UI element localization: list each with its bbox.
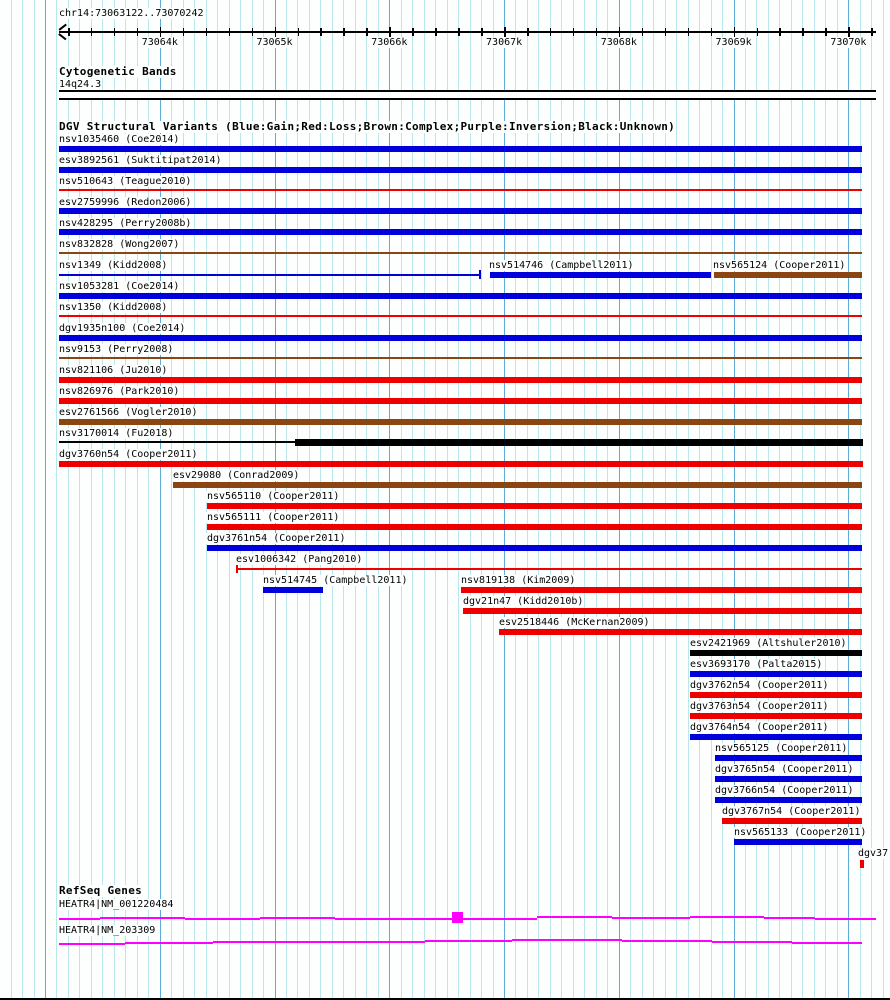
gene-line-segment[interactable] [537, 916, 612, 918]
ruler-coordinate-label: 73066k [371, 37, 408, 48]
ruler-minor-tick [320, 28, 322, 36]
variant-bar-gain[interactable] [59, 167, 862, 173]
variant-bar-loss[interactable] [722, 818, 862, 824]
ruler-minor-tick [366, 28, 368, 36]
variant-label[interactable]: nsv821106 (Ju2010) [59, 365, 168, 376]
gene-line-segment[interactable] [185, 918, 260, 920]
variant-label[interactable]: nsv565111 (Cooper2011) [207, 512, 340, 523]
variant-label[interactable]: nsv510643 (Teague2010) [59, 176, 192, 187]
variant-bar-gain[interactable] [59, 293, 862, 299]
left-arrow-icon [59, 33, 67, 40]
variant-bar-gain[interactable] [715, 755, 862, 761]
ruler-minor-tick [481, 28, 483, 36]
gene-line-segment[interactable] [59, 943, 125, 945]
ruler-minor-tick [298, 28, 300, 36]
variant-bar-loss[interactable] [59, 315, 862, 317]
ruler-minor-tick [825, 28, 827, 36]
variant-bar-loss[interactable] [690, 692, 862, 698]
gridline-major [45, 0, 46, 1000]
variant-label[interactable]: dgv3762n54 (Cooper2011) [690, 680, 829, 691]
ruler-minor-tick [458, 28, 460, 36]
variant-bar-complex[interactable] [59, 419, 862, 425]
variant-bar-gain[interactable] [263, 587, 323, 593]
variant-label[interactable]: nsv514745 (Campbell2011) [263, 575, 408, 586]
cytoband-label[interactable]: 14q24.3 [59, 79, 102, 90]
variant-label[interactable]: esv29080 (Conrad2009) [173, 470, 300, 481]
ruler-coordinate-label: 73070k [830, 37, 867, 48]
gene-line-segment[interactable] [125, 942, 213, 944]
ruler-minor-tick [435, 28, 437, 36]
ruler-minor-tick [137, 28, 139, 36]
gridline-minor [34, 0, 35, 1000]
variant-label[interactable]: nsv1053281 (Coe2014) [59, 281, 180, 292]
variant-label[interactable]: dgv3765n54 (Cooper2011) [715, 764, 854, 775]
ruler-minor-tick [229, 28, 231, 36]
ruler-axis-line [59, 31, 876, 33]
variant-label[interactable]: dgv21n47 (Kidd2010b) [463, 596, 584, 607]
gene-line-segment[interactable] [792, 942, 862, 944]
variant-bar-complex[interactable] [59, 252, 862, 254]
gene-label[interactable]: HEATR4|NM_203309 [59, 925, 156, 936]
variant-bar-loss[interactable] [236, 568, 862, 570]
ruler-minor-tick [343, 28, 345, 36]
variant-bar-loss[interactable] [207, 503, 862, 509]
variant-label[interactable]: nsv565110 (Cooper2011) [207, 491, 340, 502]
variant-label[interactable]: nsv565133 (Cooper2011) [734, 827, 867, 838]
variant-bar-complex[interactable] [714, 272, 862, 278]
variant-bar-gain[interactable] [59, 208, 862, 214]
variant-label[interactable]: nsv832828 (Wong2007) [59, 239, 180, 250]
variant-label[interactable]: esv2761566 (Vogler2010) [59, 407, 198, 418]
ruler-coordinate-label: 73069k [715, 37, 752, 48]
ruler-minor-tick [665, 28, 667, 36]
gridline-minor [56, 0, 57, 1000]
variant-bar-gain[interactable] [715, 797, 862, 803]
variant-label[interactable]: dgv3766n54 (Cooper2011) [715, 785, 854, 796]
variant-bar-unknown[interactable] [295, 439, 863, 446]
gene-line-segment[interactable] [312, 941, 425, 943]
variant-bar-gain[interactable] [690, 671, 862, 677]
ruler-minor-tick [871, 28, 873, 36]
variant-bar-loss[interactable] [59, 377, 862, 383]
ruler-minor-tick [68, 28, 70, 36]
variant-label[interactable]: nsv1349 (Kidd2008) [59, 260, 168, 271]
gene-line-segment[interactable] [690, 916, 764, 918]
variant-bar-complex[interactable] [173, 482, 862, 488]
variant-label[interactable]: nsv1035460 (Coe2014) [59, 134, 180, 145]
ruler-coordinate-label: 73064k [141, 37, 178, 48]
gene-line-segment[interactable] [815, 918, 876, 920]
variant-bar-loss[interactable] [59, 461, 863, 467]
ruler-minor-tick [757, 28, 759, 36]
ruler-minor-tick [802, 28, 804, 36]
ruler-minor-tick [412, 28, 414, 36]
ruler-minor-tick [642, 28, 644, 36]
variant-label[interactable]: dgv3764n54 (Cooper2011) [690, 722, 829, 733]
variant-bar-gain[interactable] [690, 734, 862, 740]
gene-line-segment[interactable] [612, 917, 690, 919]
variant-label[interactable]: esv2518446 (McKernan2009) [499, 617, 650, 628]
gene-line-segment[interactable] [512, 939, 622, 941]
refseq-section-title: RefSeq Genes [59, 884, 143, 897]
variant-label[interactable]: esv3892561 (Suktitipat2014) [59, 155, 222, 166]
ruler-minor-tick [779, 28, 781, 36]
variant-label[interactable]: dgv37 [858, 848, 889, 859]
gene-line-segment[interactable] [213, 941, 312, 943]
gene-line-segment[interactable] [622, 940, 712, 942]
gene-exon-block[interactable] [452, 912, 463, 923]
cytoband-rect[interactable] [59, 90, 876, 100]
variant-bar-gain[interactable] [207, 545, 862, 551]
gene-line-segment[interactable] [100, 917, 185, 919]
gene-label[interactable]: HEATR4|NM_001220484 [59, 899, 174, 910]
ruler-minor-tick [252, 28, 254, 36]
ruler-minor-tick [114, 28, 116, 36]
gridline-minor [11, 0, 12, 1000]
variant-label[interactable]: dgv3767n54 (Cooper2011) [722, 806, 861, 817]
gene-line-segment[interactable] [463, 918, 537, 920]
variant-bar-gain[interactable] [59, 229, 862, 235]
variant-label[interactable]: nsv9153 (Perry2008) [59, 344, 174, 355]
variant-label[interactable]: nsv826976 (Park2010) [59, 386, 180, 397]
ruler-coordinate-label: 73065k [256, 37, 293, 48]
variant-label[interactable]: esv1006342 (Pang2010) [236, 554, 363, 565]
variant-bar-loss[interactable] [860, 860, 864, 868]
variant-bar-unknown[interactable] [59, 441, 295, 443]
ruler-coordinate-label: 73068k [600, 37, 637, 48]
ruler-minor-tick [206, 28, 208, 36]
variant-label[interactable]: dgv1935n100 (Coe2014) [59, 323, 186, 334]
ruler-minor-tick [527, 28, 529, 36]
variant-bar-gain[interactable] [734, 839, 862, 845]
variant-label[interactable]: nsv3170014 (Fu2018) [59, 428, 174, 439]
variant-bar-loss[interactable] [207, 524, 862, 530]
gridline-minor [22, 0, 23, 1000]
ruler-minor-tick [596, 28, 598, 36]
variant-label[interactable]: nsv565125 (Cooper2011) [715, 743, 848, 754]
ruler-minor-tick [573, 28, 575, 36]
gene-line-segment[interactable] [335, 918, 463, 920]
gene-line-segment[interactable] [764, 917, 815, 919]
variant-label[interactable]: nsv819138 (Kim2009) [461, 575, 576, 586]
ruler-minor-tick [183, 28, 185, 36]
variant-bar-loss[interactable] [499, 629, 862, 635]
left-arrow-icon [59, 24, 67, 31]
gene-line-segment[interactable] [425, 940, 512, 942]
variant-bar-gain[interactable] [715, 776, 862, 782]
variant-bar-gain[interactable] [59, 335, 862, 341]
gene-line-segment[interactable] [712, 941, 792, 943]
variant-label[interactable]: dgv3761n54 (Cooper2011) [207, 533, 346, 544]
variant-bar-gain[interactable] [59, 274, 480, 276]
variant-bar-loss[interactable] [463, 608, 862, 614]
ruler-minor-tick [688, 28, 690, 36]
variant-label[interactable]: esv3693170 (Palta2015) [690, 659, 823, 670]
ruler-coordinate-label: 73067k [486, 37, 523, 48]
dgv-section-title: DGV Structural Variants (Blue:Gain;Red:Loss;Brown:Complex;Purple:Inversion;Black:Unknown) [59, 120, 676, 133]
ruler-minor-tick [711, 28, 713, 36]
variant-bar-loss[interactable] [59, 189, 862, 191]
gene-line-segment[interactable] [260, 917, 335, 919]
variant-bar-loss[interactable] [461, 587, 862, 593]
variant-bar-loss[interactable] [59, 398, 862, 404]
variant-bar-gain[interactable] [59, 146, 862, 152]
variant-label[interactable]: dgv3763n54 (Cooper2011) [690, 701, 829, 712]
variant-label[interactable]: dgv3760n54 (Cooper2011) [59, 449, 198, 460]
ruler-minor-tick [91, 28, 93, 36]
ruler-minor-tick [550, 28, 552, 36]
variant-label[interactable]: nsv1350 (Kidd2008) [59, 302, 168, 313]
variant-bar-unknown[interactable] [690, 650, 862, 656]
variant-bar-gain[interactable] [479, 270, 481, 279]
variant-label[interactable]: esv2421969 (Altshuler2010) [690, 638, 847, 649]
variant-label[interactable]: nsv514746 (Campbell2011) [489, 260, 634, 271]
gene-line-segment[interactable] [59, 918, 100, 920]
variant-label[interactable]: nsv428295 (Perry2008b) [59, 218, 192, 229]
cytogenetic-bands-title: Cytogenetic Bands [59, 65, 177, 78]
variant-label[interactable]: nsv565124 (Cooper2011) [713, 260, 846, 271]
variant-bar-loss[interactable] [690, 713, 862, 719]
variant-bar-complex[interactable] [59, 357, 862, 359]
variant-label[interactable]: esv2759996 (Redon2006) [59, 197, 192, 208]
variant-bar-gain[interactable] [490, 272, 711, 278]
region-title: chr14:73063122..73070242 [59, 8, 204, 19]
